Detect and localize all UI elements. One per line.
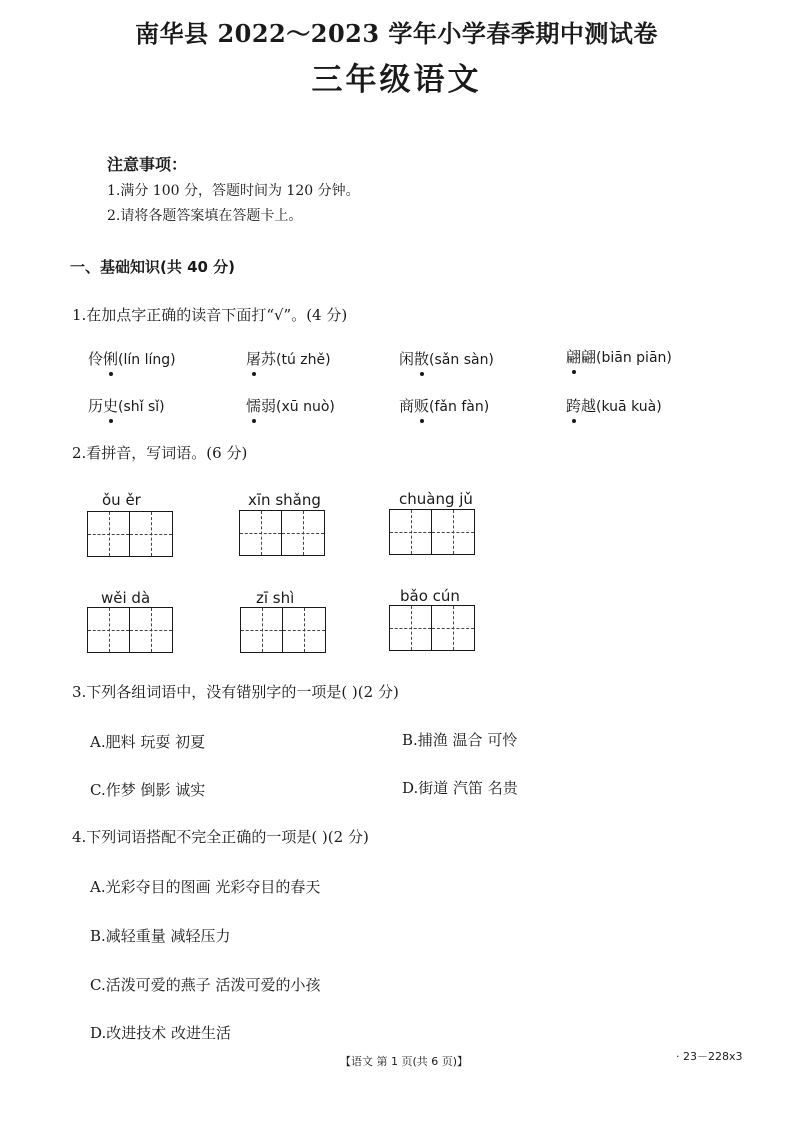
q1-char: 弱 — [261, 397, 277, 415]
q1-dotted-char: 散 — [414, 350, 430, 368]
q1-pinyin-choices: (shǐ sǐ) — [118, 399, 165, 415]
writing-grid[interactable] — [240, 607, 326, 653]
q1-dotted-char: 屠 — [246, 350, 262, 368]
q1-dotted-char: 贩 — [414, 397, 430, 415]
writing-grid[interactable] — [389, 605, 475, 651]
q1-char: 闲 — [399, 350, 415, 368]
q4-option-d[interactable]: D.改进技术 改进生活 — [90, 1024, 232, 1042]
writing-cell[interactable] — [390, 510, 432, 554]
q1-item — [566, 346, 672, 367]
pinyin-label: wěi dà — [101, 589, 151, 607]
writing-grid[interactable] — [389, 509, 475, 555]
writing-cell[interactable] — [130, 608, 172, 652]
q1-item — [88, 348, 176, 369]
q1-pinyin-choices: (sǎn sàn) — [429, 352, 494, 368]
writing-cell[interactable] — [240, 511, 282, 555]
writing-cell[interactable] — [283, 608, 325, 652]
q3-option-b[interactable]: B.捕渔 温合 可怜 — [402, 731, 518, 749]
q1-pinyin-choices: (tú zhě) — [276, 352, 331, 368]
writing-cell[interactable] — [88, 608, 130, 652]
writing-cell[interactable] — [432, 606, 474, 650]
writing-cell[interactable] — [241, 608, 283, 652]
q1-char: 越 — [581, 397, 597, 415]
section-title: 一、基础知识(共 40 分) — [70, 258, 236, 276]
page-number: 【语文 第 1 页(共 6 页)】 — [340, 1055, 469, 1068]
q1-item — [566, 395, 662, 416]
writing-grid[interactable] — [239, 510, 325, 556]
q1-pinyin-choices: (kuā kuà) — [596, 399, 662, 415]
q1-item — [246, 395, 335, 416]
q1-char: 商 — [399, 397, 415, 415]
writing-cell[interactable] — [282, 511, 324, 555]
writing-cell[interactable] — [432, 510, 474, 554]
writing-cell[interactable] — [390, 606, 432, 650]
pinyin-label: bǎo cún — [400, 587, 460, 605]
q3-option-c[interactable]: C.作梦 倒影 诚实 — [90, 781, 206, 799]
q1-dotted-char: 跨 — [566, 397, 582, 415]
writing-grid[interactable] — [87, 607, 173, 653]
q1-dotted-char: 懦 — [246, 397, 262, 415]
writing-grid[interactable] — [87, 511, 173, 557]
writing-cell[interactable] — [130, 512, 172, 556]
pinyin-label: zī shì — [256, 589, 295, 607]
writing-cell[interactable] — [88, 512, 130, 556]
q1-item — [88, 395, 165, 416]
q3-option-d[interactable]: D.街道 汽笛 名贵 — [402, 779, 518, 797]
q1-dotted-char: 俐 — [103, 350, 119, 368]
q1-item — [246, 348, 331, 369]
q1-pinyin-choices: (fǎn fàn) — [429, 399, 490, 415]
exam-code: · 23－228x3 — [676, 1050, 743, 1063]
q4-option-b[interactable]: B.减轻重量 减轻压力 — [90, 927, 231, 945]
q1-dotted-char: 翩 — [566, 348, 582, 366]
q4-option-a[interactable]: A.光彩夺目的图画 光彩夺目的春天 — [90, 878, 321, 896]
pinyin-label: chuàng jǔ — [399, 490, 473, 508]
q4-option-c[interactable]: C.活泼可爱的燕子 活泼可爱的小孩 — [90, 976, 321, 994]
q1-item — [399, 348, 494, 369]
q1-pinyin-choices: (biān piān) — [596, 350, 672, 366]
pinyin-label: xīn shǎng — [248, 491, 321, 509]
q1-pinyin-choices: (xū nuò) — [276, 399, 335, 415]
question-1-prompt: 1.在加点字正确的读音下面打“√”。(4 分) — [72, 306, 348, 324]
q1-char: 伶 — [88, 350, 104, 368]
question-2-prompt: 2.看拼音，写词语。(6 分) — [72, 444, 248, 462]
notice-item: 1.满分 100 分，答题时间为 120 分钟。 — [107, 183, 360, 199]
q1-item — [399, 395, 489, 416]
exam-title: 南华县 2022～2023 学年小学春季期中测试卷 — [135, 19, 658, 48]
notice-item: 2.请将各题答案填在答题卡上。 — [107, 208, 303, 224]
q1-pinyin-choices: (lín líng) — [118, 352, 176, 368]
pinyin-label: ǒu ěr — [102, 491, 141, 509]
exam-subtitle: 三年级语文 — [311, 62, 482, 98]
q1-char: 苏 — [261, 350, 277, 368]
question-3-prompt: 3.下列各组词语中，没有错别字的一项是( )(2 分) — [72, 683, 399, 701]
notice-heading: 注意事项： — [107, 155, 188, 174]
q1-char: 历 — [88, 397, 104, 415]
q3-option-a[interactable]: A.肥料 玩耍 初夏 — [90, 733, 206, 751]
q1-char: 翩 — [581, 348, 597, 366]
question-4-prompt: 4.下列词语搭配不完全正确的一项是( )(2 分) — [72, 828, 369, 846]
q1-dotted-char: 史 — [103, 397, 119, 415]
